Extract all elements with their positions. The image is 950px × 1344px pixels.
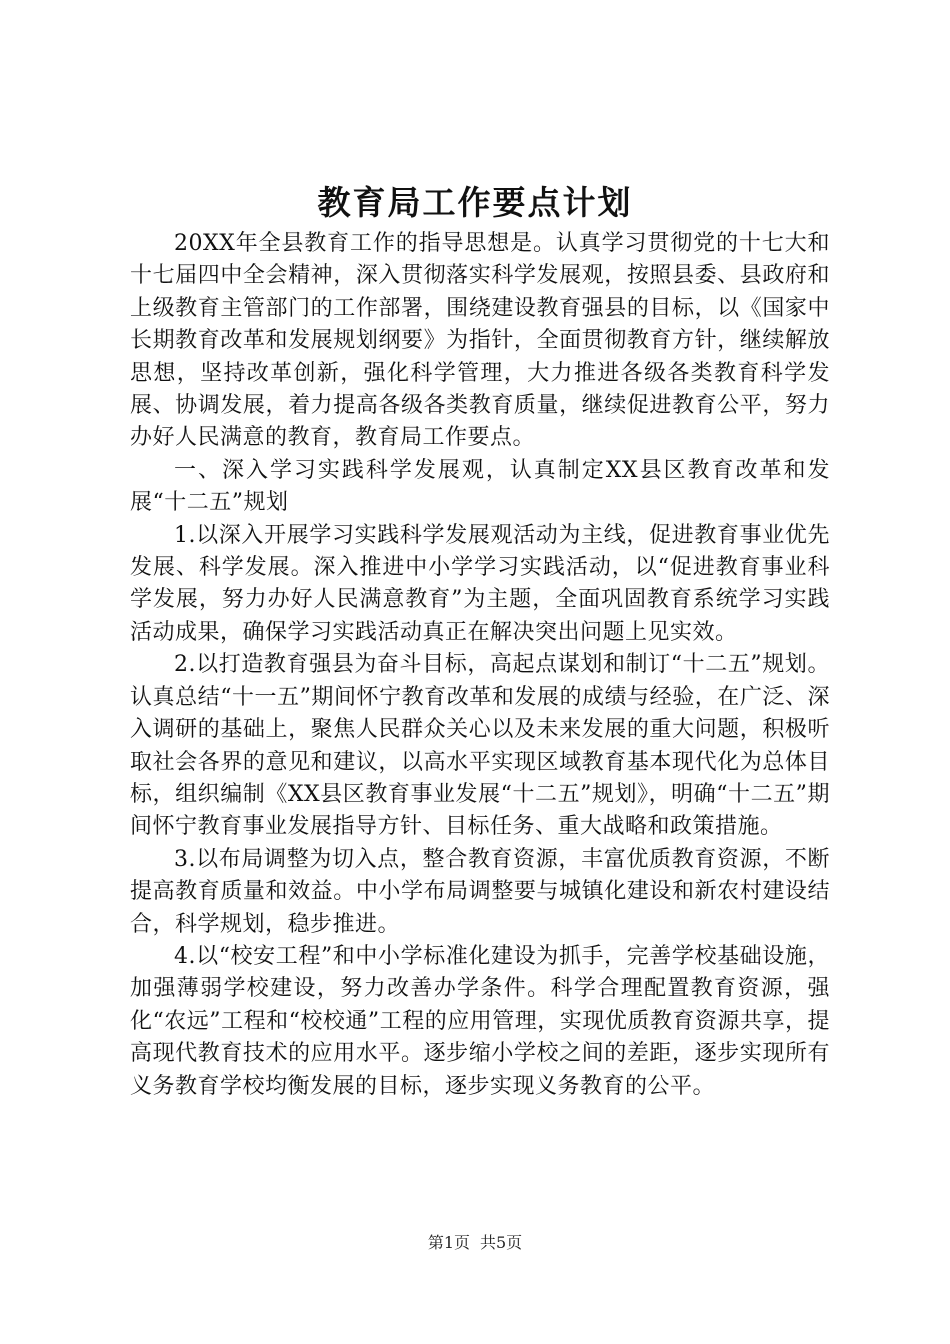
- document-body: [130, 228, 830, 1103]
- paragraph-item-3: 3.以布局调整为切入点，整合教育资源，丰富优质教育资源，不断提高教育质量和效益。中小学布局调整要与城镇化建设和新农村建设结合，科学规划，稳步推进。: [130, 846, 830, 937]
- page-footer: [0, 1232, 950, 1254]
- page-total: 共5页: [480, 1233, 523, 1252]
- paragraph-section-heading: 一、深入学习实践科学发展观，认真制定XX县区教育改革和发展“十二五”规划: [130, 457, 830, 516]
- document-title: 教育局工作要点计划: [317, 183, 633, 222]
- paragraph-item-1: 1.以深入开展学习实践科学发展观活动为主线，促进教育事业优先发展、科学发展。深入推进中小学学习实践活动，以“促进教育事业科学发展，努力办好人民满意教育”为主题，全面巩固教育系统学习实践活动成果，确保学习实践活动真正在解决突出问题上见实效。: [130, 522, 830, 645]
- page-number: 第1页: [427, 1233, 470, 1252]
- paragraph-intro: 20XX年全县教育工作的指导思想是。认真学习贯彻党的十七大和十七届四中全会精神，深入贯彻落实科学发展观，按照县委、县政府和上级教育主管部门的工作部署，围绕建设教育强县的目标，以《国家中长期教育改革和发展规划纲要》为指针，全面贯彻教育方针，继续解放思想，坚持改革创新，强化科学管理，大力推进各级各类教育科学发展、协调发展，着力提高各级各类教育质量，继续促进教育公平，努力办好人民满意的教育，教育局工作要点。: [130, 231, 830, 451]
- paragraph-item-2: 2.以打造教育强县为奋斗目标，高起点谋划和制订“十二五”规划。认真总结“十一五”期间怀宁教育改革和发展的成绩与经验，在广泛、深入调研的基础上，聚焦人民群众关心以及未来发展的重大问题，积极听取社会各界的意见和建议，以高水平实现区域教育基本现代化为总体目标，组织编制《XX县区教育事业发展“十二五”规划》，明确“十二五”期间怀宁教育事业发展指导方针、目标任务、重大战略和政策措施。: [130, 652, 830, 840]
- paragraph-item-4: 4.以“校安工程”和中小学标准化建设为抓手，完善学校基础设施，加强薄弱学校建设，努力改善办学条件。科学合理配置教育资源，强化“农远”工程和“校校通”工程的应用管理，实现优质教育资源共享，提高现代教育技术的应用水平。逐步缩小学校之间的差距，逐步实现所有义务教育学校均衡发展的目标，逐步实现义务教育的公平。: [130, 943, 830, 1099]
